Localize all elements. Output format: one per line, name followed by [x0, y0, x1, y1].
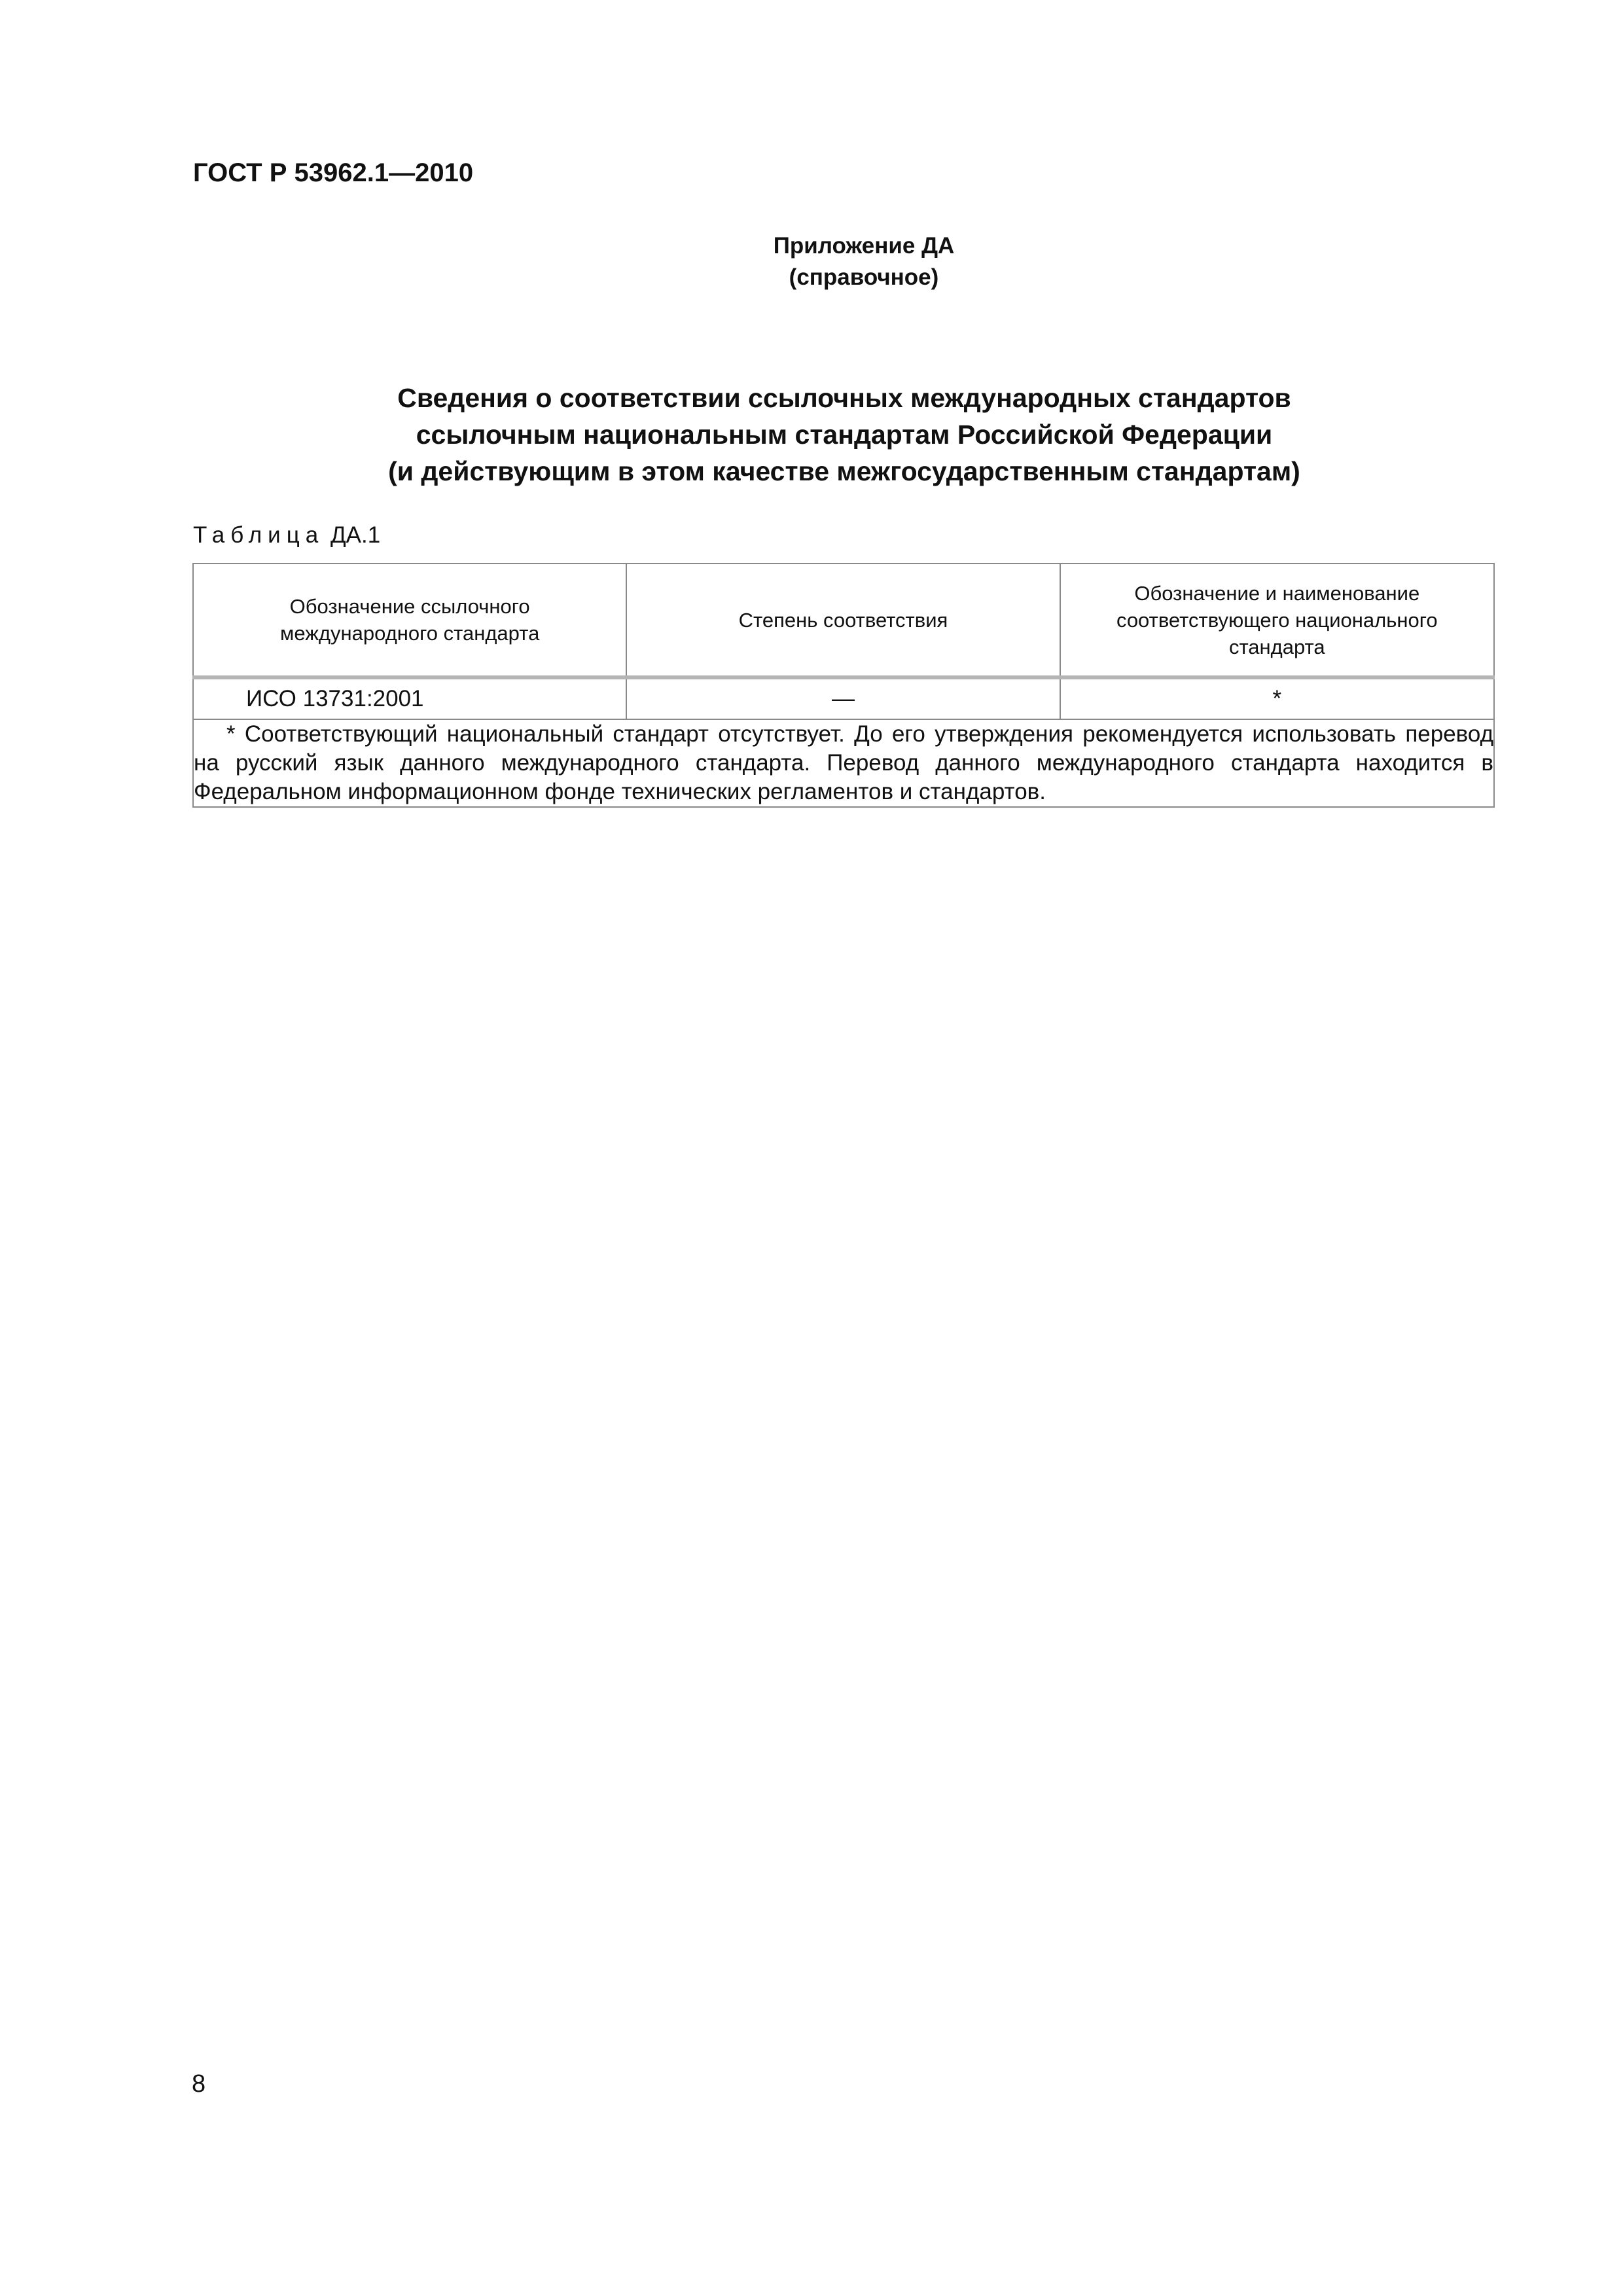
correspondence-table	[192, 563, 1495, 808]
title-line-1: Сведения о соответствии ссылочных международных стандартов	[397, 383, 1291, 413]
table-cell: —	[626, 677, 1060, 719]
title-line-3: (и действующим в этом качестве межгосударственным стандартам)	[388, 456, 1300, 486]
column-header: Степень соответствия	[626, 564, 1060, 677]
table-row	[193, 677, 1494, 719]
table-footnote: * Соответствующий национальный стандарт отсутствует. До его утверждения рекомендуется использовать перевод на русский язык данного международного стандарта. Перевод данного международного стандарта находится в Федеральном информационном фонде технических регламентов и стандартов.	[193, 719, 1494, 807]
appendix-type: (справочное)	[789, 264, 939, 290]
document-code: ГОСТ Р 53962.1—2010	[193, 158, 474, 187]
column-header: Обозначение и наименование соответствующего национального стандарта	[1060, 564, 1494, 677]
appendix-label: Приложение ДА	[773, 233, 955, 259]
title-line-2: ссылочным национальным стандартам Российской Федерации	[416, 420, 1273, 450]
page-number: 8	[192, 2070, 206, 2098]
table-caption-word: Таблица	[193, 522, 325, 548]
table-caption-id: ДА.1	[330, 522, 381, 548]
table-caption	[193, 522, 380, 548]
appendix-title	[193, 380, 1495, 490]
table-cell: *	[1060, 677, 1494, 719]
table-footnote-row	[193, 719, 1494, 807]
column-header: Обозначение ссылочного международного стандарта	[193, 564, 626, 677]
table-header-row	[193, 564, 1494, 677]
table-cell: ИСО 13731:2001	[193, 677, 626, 719]
appendix-heading	[681, 230, 1047, 293]
